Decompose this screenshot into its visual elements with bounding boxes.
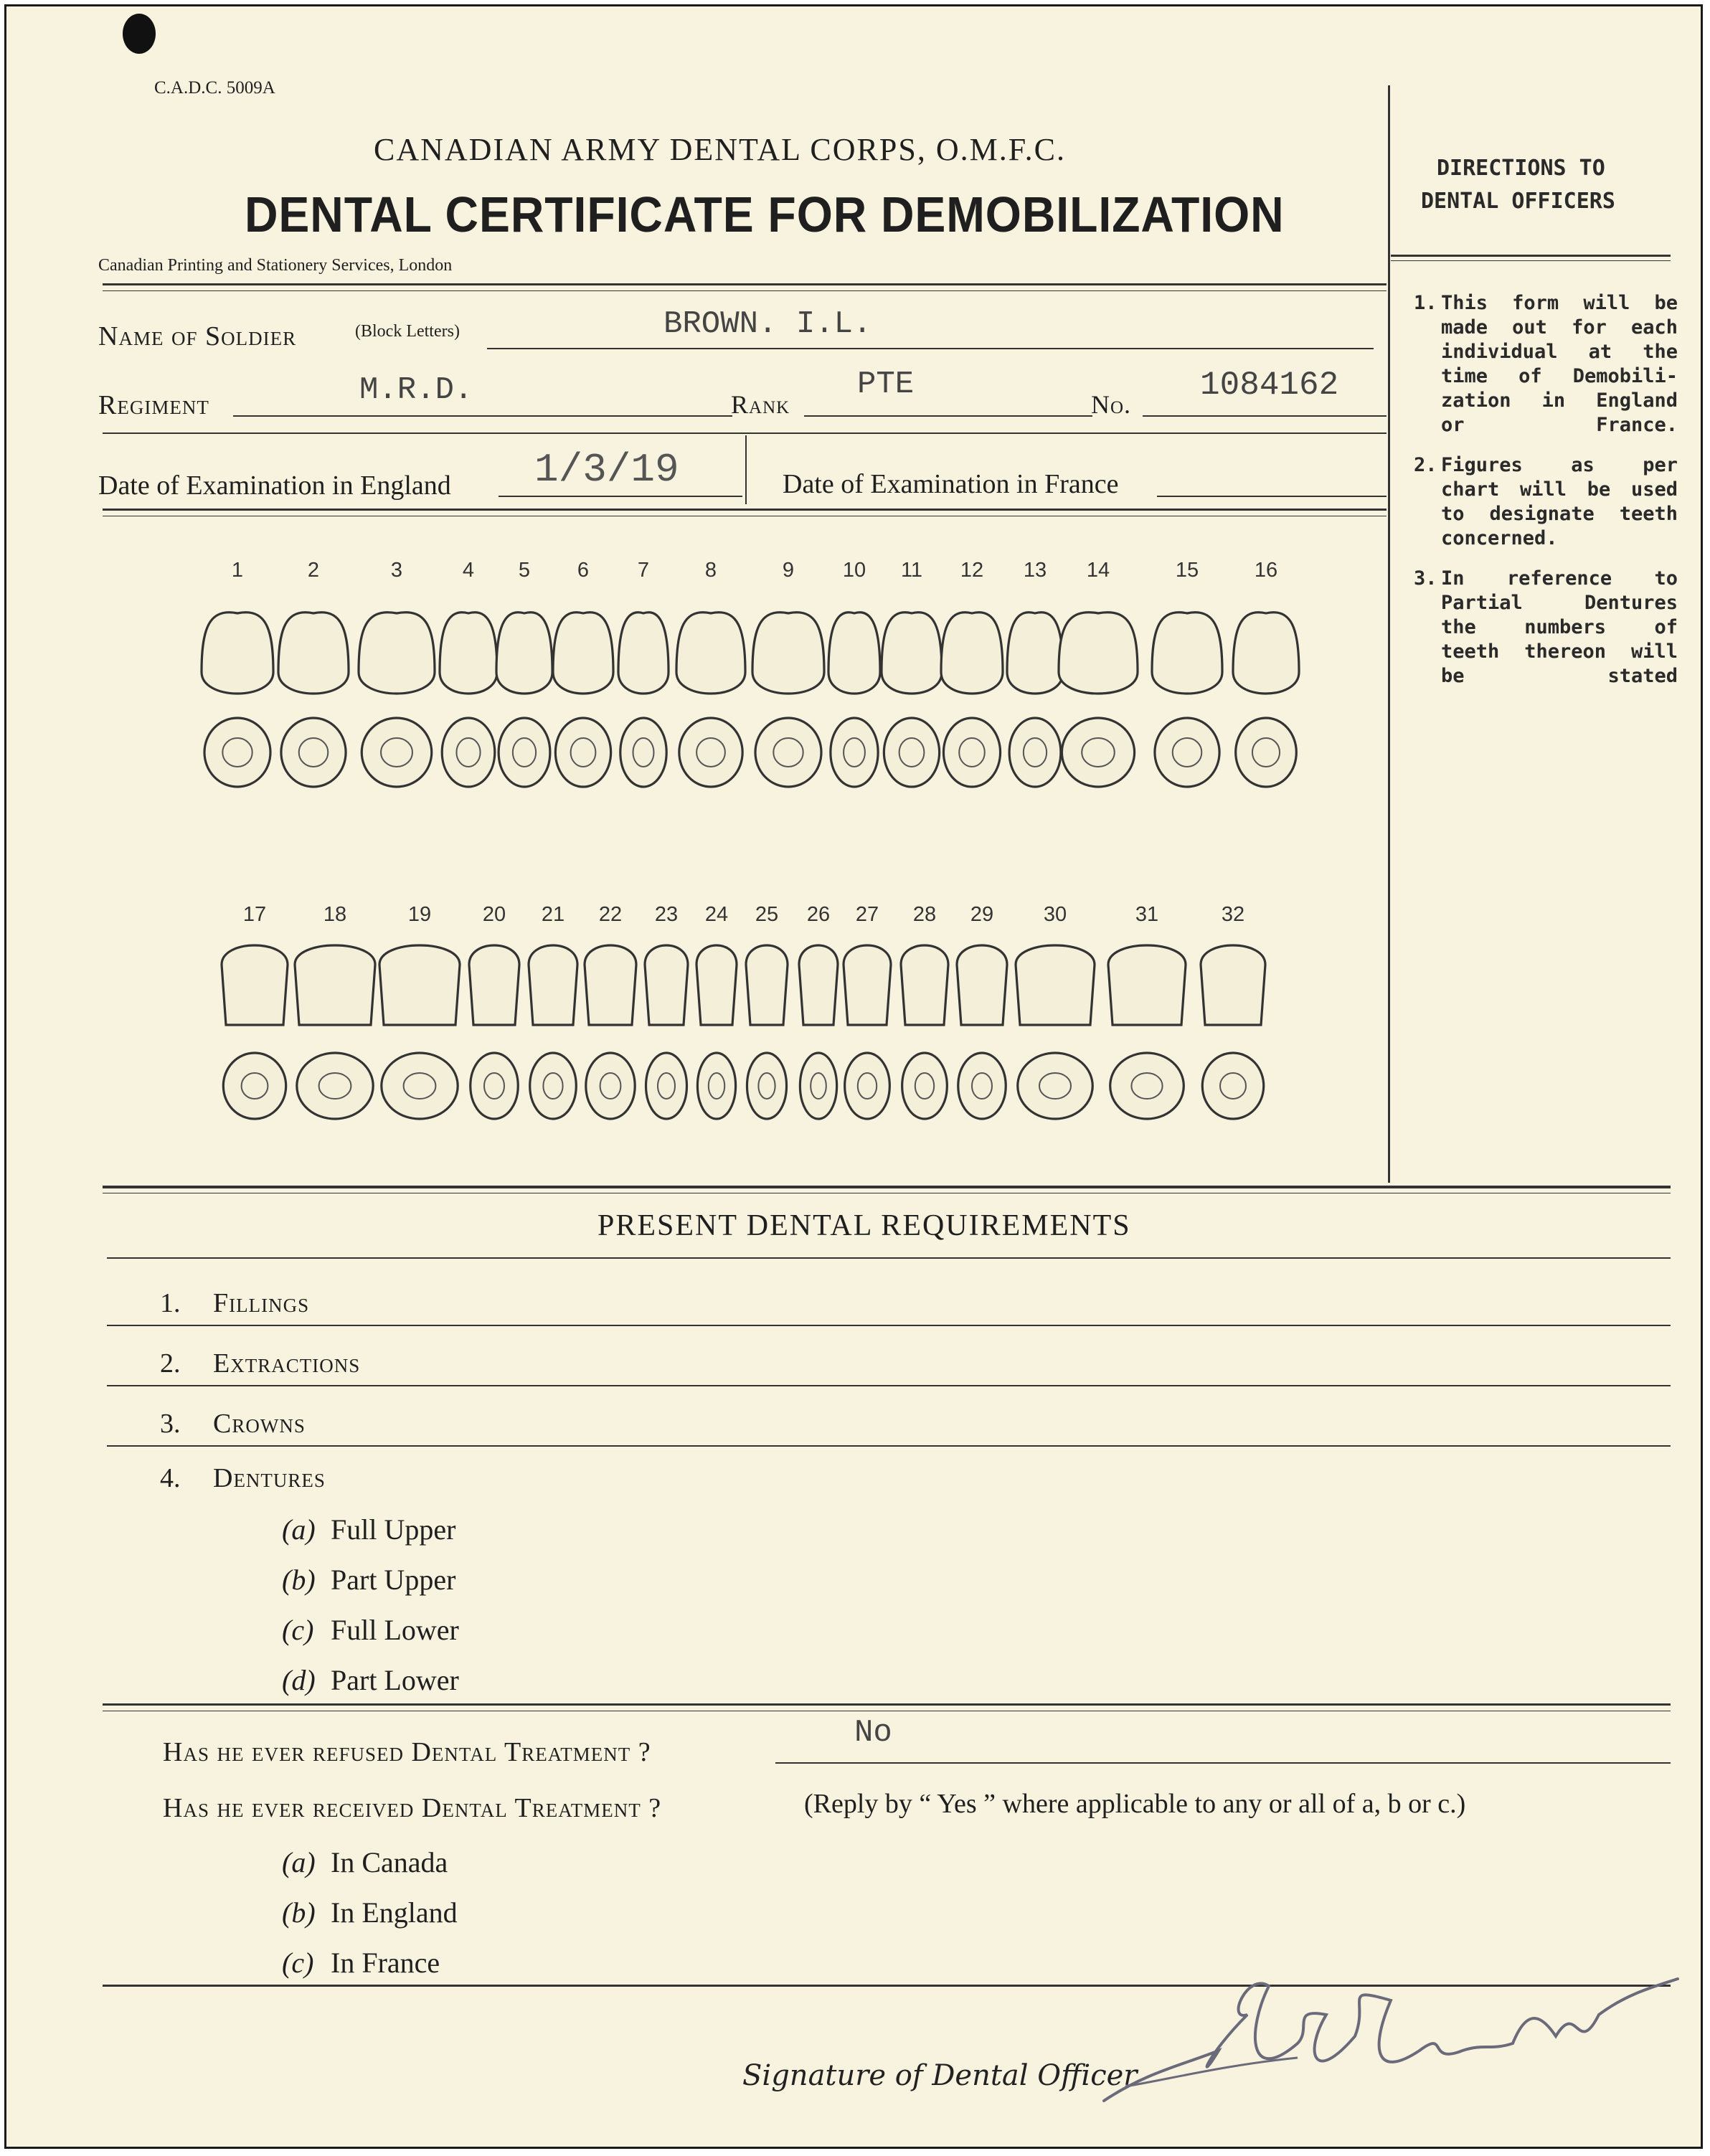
direction-line: to designate teeth [1441,503,1678,525]
tooth-number-32: 32 [1221,903,1245,926]
tooth-number-4: 4 [462,559,475,582]
received-letter: (c) [282,1947,314,1979]
lower-tooth-occlusal [586,1053,635,1119]
refused-line [775,1762,1671,1764]
upper-tooth-crown [752,613,824,694]
upper-tooth-crown [1152,613,1222,694]
tooth-number-30: 30 [1043,903,1067,926]
upper-tooth-crown [553,613,613,694]
tooth-number-27: 27 [855,903,879,926]
upper-tooth-crown [496,613,552,694]
upper-tooth-crown [359,613,435,694]
requirement-num: 4. [160,1463,181,1493]
page-title: DENTAL CERTIFICATE FOR DEMOBILIZATION [245,186,1285,242]
tooth-number-11: 11 [900,559,923,582]
upper-tooth-occlusal [943,718,1000,787]
lower-tooth-crown [1016,945,1095,1025]
tooth-number-23: 23 [654,903,679,926]
requirement-label: Crowns [213,1409,306,1439]
tooth-number-19: 19 [407,903,432,926]
rank-value: PTE [857,367,915,402]
refused-answer: No [854,1715,892,1751]
direction-line: zation in England [1441,389,1678,412]
direction-line: time of Demobili- [1441,365,1678,387]
direction-line: the numbers of [1441,616,1678,638]
denture-letter: (b) [282,1564,316,1596]
requirement-label: Dentures [213,1463,326,1493]
upper-tooth-occlusal [281,718,346,787]
upper-tooth-occlusal [1155,718,1219,787]
lower-tooth-occlusal [1018,1053,1093,1119]
refused-question: Has he ever refused Dental Treatment ? [163,1737,651,1767]
direction-line: In reference to [1441,567,1678,590]
lower-tooth-crown [295,945,375,1025]
tooth-number-22: 22 [598,903,623,926]
direction-line: teeth thereon will [1441,640,1678,663]
direction-num-2: 2. [1414,454,1437,476]
direction-line: concerned. [1441,527,1558,549]
date-france-label: Date of Examination in France [783,469,1119,499]
requirement-line [107,1325,1671,1326]
upper-tooth-crown [278,613,349,694]
tooth-number-17: 17 [242,903,267,926]
tooth-number-7: 7 [637,559,650,582]
printer-line: Canadian Printing and Stationery Services, London [98,256,453,275]
upper-tooth-crown [1007,613,1063,694]
block-letters-label: (Block Letters) [355,322,460,341]
received-note: (Reply by “ Yes ” where applicable to any or all of a, b or c.) [804,1789,1466,1819]
upper-tooth-occlusal [1009,718,1061,787]
rank-label: Rank [731,390,790,419]
denture-label: Part Upper [331,1564,456,1596]
lower-tooth-occlusal [530,1053,577,1119]
denture-letter: (a) [282,1513,316,1546]
upper-tooth-crown [440,613,497,694]
lower-tooth-occlusal [1202,1053,1264,1119]
direction-line: or France. [1441,414,1678,436]
lower-tooth-occlusal [223,1053,285,1119]
lower-tooth-occlusal [382,1053,458,1119]
tooth-number-25: 25 [755,903,779,926]
lower-tooth-crown [746,945,788,1025]
requirement-label: Extractions [213,1348,361,1379]
tooth-number-10: 10 [842,559,866,582]
directions-title-1: DIRECTIONS TO [1437,156,1605,181]
directions-title-2: DENTAL OFFICERS [1421,189,1615,214]
received-label: In England [331,1896,458,1929]
requirement-line [107,1445,1671,1447]
upper-tooth-occlusal [499,718,550,787]
form-code: C.A.D.C. 5009A [154,78,275,98]
direction-line: chart will be used [1441,478,1678,501]
regiment-label: Regiment [98,390,209,420]
tooth-number-31: 31 [1135,903,1159,926]
org-title: CANADIAN ARMY DENTAL CORPS, O.M.F.C. [374,132,1067,167]
lower-tooth-crown [585,945,636,1025]
tooth-number-8: 8 [704,559,717,582]
tooth-number-21: 21 [541,903,565,926]
officer-signature [1082,1943,1699,2115]
lower-tooth-occlusal [958,1053,1006,1119]
lower-tooth-crown [1108,945,1186,1025]
denture-letter: (d) [282,1664,316,1696]
denture-label: Part Lower [331,1664,459,1696]
lower-tooth-crown [844,945,891,1025]
date-england-label: Date of Examination in England [98,471,451,501]
upper-tooth-crown [676,613,745,694]
signature-label: Signature of Dental Officer [742,2059,1138,2092]
upper-tooth-crown [202,613,273,694]
tooth-number-20: 20 [482,903,506,926]
no-value: 1084162 [1200,367,1339,404]
upper-tooth-occlusal [204,718,270,787]
upper-tooth-occlusal [1062,718,1134,787]
denture-label: Full Lower [331,1614,459,1646]
requirements-rule [107,1257,1671,1259]
denture-label: Full Upper [331,1513,456,1546]
tooth-number-15: 15 [1175,559,1199,582]
lower-tooth-crown [379,945,460,1025]
lower-tooth-crown [469,945,519,1025]
upper-tooth-occlusal [755,718,821,787]
lower-tooth-occlusal [902,1053,948,1119]
upper-tooth-occlusal [620,718,666,787]
denture-letter: (c) [282,1614,314,1646]
refused-rule-top [103,1703,1671,1706]
upper-tooth-occlusal [362,718,432,787]
tooth-number-6: 6 [577,559,590,582]
tooth-number-28: 28 [912,903,937,926]
date-england-value: 1/3/19 [534,447,679,493]
lower-tooth-occlusal [646,1053,687,1119]
upper-tooth-occlusal [555,718,610,787]
lower-tooth-occlusal [1110,1053,1184,1119]
requirements-rule-top [103,1186,1671,1188]
lower-tooth-crown [529,945,577,1025]
tooth-number-5: 5 [518,559,531,582]
upper-tooth-occlusal [1236,718,1297,787]
lower-tooth-occlusal [697,1053,735,1119]
requirement-num: 1. [160,1288,181,1318]
received-letter: (a) [282,1846,316,1878]
dental-chart [6,6,1705,1226]
upper-tooth-occlusal [831,718,878,787]
lower-tooth-crown [1201,945,1265,1025]
received-label: In Canada [331,1846,448,1878]
tooth-number-16: 16 [1254,559,1278,582]
tooth-number-3: 3 [390,559,403,582]
lower-tooth-crown [901,945,948,1025]
direction-num-3: 3. [1414,567,1437,590]
tooth-number-26: 26 [806,903,831,926]
requirement-num: 3. [160,1409,181,1439]
upper-tooth-crown [941,613,1003,694]
upper-tooth-crown [882,613,942,694]
regiment-value: M.R.D. [359,372,473,408]
direction-line: Figures as per [1441,454,1678,476]
lower-tooth-crown [957,945,1007,1025]
direction-line: be stated [1441,665,1678,687]
certificate-page [4,4,1703,2149]
tooth-number-13: 13 [1023,559,1047,582]
tooth-number-9: 9 [782,559,795,582]
upper-tooth-occlusal [442,718,495,787]
no-label: No. [1091,390,1132,419]
tooth-number-2: 2 [307,559,320,582]
upper-tooth-occlusal [884,718,939,787]
direction-num-1: 1. [1414,292,1437,314]
direction-line: This form will be [1441,292,1678,314]
tooth-number-12: 12 [960,559,984,582]
lower-tooth-crown [696,945,737,1025]
upper-tooth-crown [618,613,669,694]
lower-tooth-occlusal [800,1053,836,1119]
lower-tooth-crown [222,945,288,1025]
lower-tooth-occlusal [747,1053,786,1119]
lower-tooth-crown [799,945,838,1025]
tooth-number-18: 18 [323,903,347,926]
received-letter: (b) [282,1896,316,1929]
upper-tooth-crown [1233,613,1299,694]
lower-tooth-occlusal [845,1053,890,1119]
tooth-number-29: 29 [970,903,994,926]
direction-line: Partial Dentures [1441,592,1678,614]
upper-tooth-occlusal [679,718,742,787]
name-value: BROWN. I.L. [663,306,872,342]
lower-tooth-occlusal [471,1053,519,1119]
requirements-title: PRESENT DENTAL REQUIREMENTS [597,1209,1131,1242]
name-label: Name of Soldier [98,321,297,351]
received-question: Has he ever received Dental Treatment ? [163,1793,662,1823]
tooth-number-24: 24 [704,903,729,926]
lower-tooth-occlusal [297,1053,373,1119]
requirement-line [107,1385,1671,1386]
upper-tooth-crown [1059,613,1138,694]
requirement-num: 2. [160,1348,181,1379]
upper-tooth-crown [828,613,880,694]
tooth-number-14: 14 [1086,559,1110,582]
direction-line: made out for each [1441,316,1678,339]
requirement-label: Fillings [213,1288,310,1318]
lower-tooth-crown [645,945,688,1025]
received-label: In France [331,1947,440,1979]
tooth-number-1: 1 [231,559,244,582]
direction-line: individual at the [1441,341,1678,363]
